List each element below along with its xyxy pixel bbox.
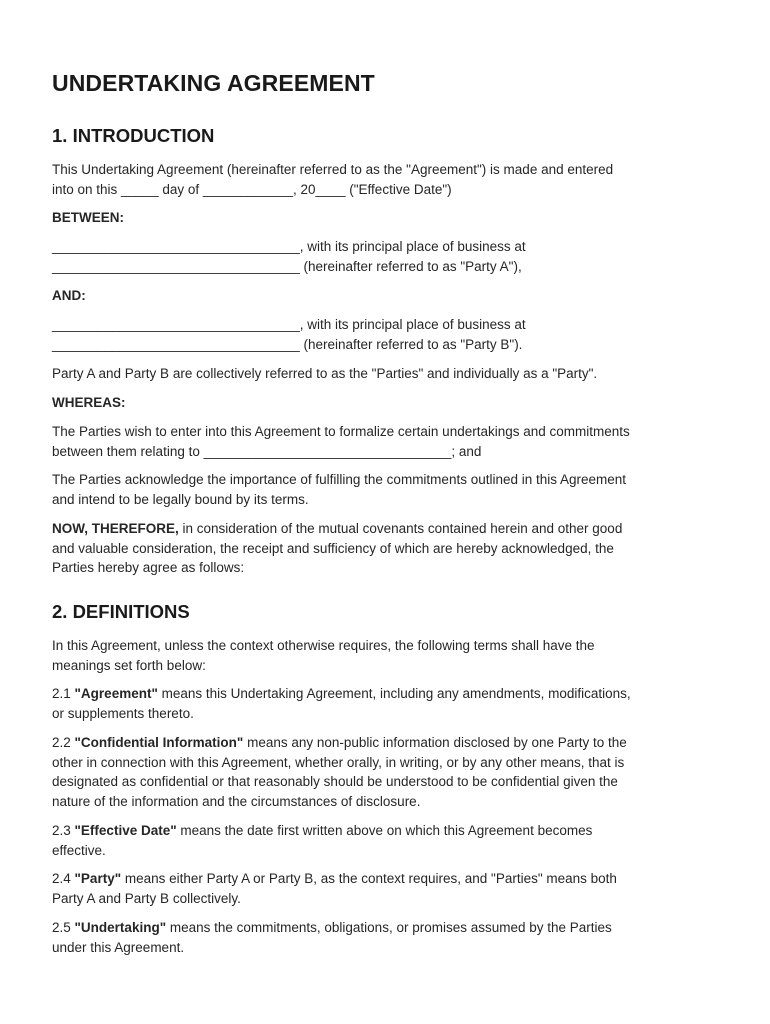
text-line: means any non-public information disclosed by one Party to the xyxy=(243,735,627,750)
text-line: under this Agreement. xyxy=(52,939,185,955)
defined-term: "Undertaking" xyxy=(74,920,167,935)
text-line: designated as confidential or that reasonably should be understood to be confidential given the xyxy=(52,774,618,789)
definition-undertaking xyxy=(52,918,722,957)
definition-party xyxy=(52,869,722,908)
defined-term: "Effective Date" xyxy=(74,823,177,838)
text-line: and valuable consideration, the receipt and sufficiency of which are hereby acknowledged, the xyxy=(52,540,614,556)
document-title: UNDERTAKING AGREEMENT xyxy=(52,70,375,96)
and-label: AND: xyxy=(52,288,86,303)
clause-number: 2.1 xyxy=(52,686,75,701)
collective-reference-paragraph: Party A and Party B are collectively referred to as the "Parties" and individually as a "Party". xyxy=(52,366,598,381)
text-line: _________________________________, with its principal place of business at xyxy=(52,317,526,332)
text-line: Parties hereby agree as follows: xyxy=(52,560,245,575)
definition-confidential-information xyxy=(52,733,722,811)
clause-number: 2.5 xyxy=(52,920,75,935)
now-therefore-paragraph xyxy=(52,519,722,578)
now-therefore-label: NOW, THEREFORE, xyxy=(52,521,179,536)
definitions-lead-paragraph xyxy=(52,636,722,675)
definition-agreement xyxy=(52,684,722,723)
text-line: and intend to be legally bound by its terms. xyxy=(52,491,309,507)
between-label: BETWEEN: xyxy=(52,210,124,225)
text-line: other in connection with this Agreement, whether orally, in writing, or by any other means, that is xyxy=(52,754,625,770)
whereas-paragraph-1 xyxy=(52,422,722,461)
text-line: effective. xyxy=(52,842,106,858)
text-line: in consideration of the mutual covenants contained herein and other good xyxy=(178,521,623,536)
party-b-block xyxy=(52,315,722,354)
text-line: into on this _____ day of ____________, 20____ ("Effective Date") xyxy=(52,181,452,197)
defined-term: "Party" xyxy=(74,871,122,886)
text-line: means this Undertaking Agreement, including any amendments, modifications, xyxy=(157,686,631,701)
definition-effective-date xyxy=(52,821,722,860)
text-line: means either Party A or Party B, as the context requires, and "Parties" means both xyxy=(121,871,617,886)
text-line: _________________________________ (hereinafter referred to as "Party B"). xyxy=(52,336,523,352)
defined-term: "Agreement" xyxy=(74,686,158,701)
text-line: The Parties wish to enter into this Agreement to formalize certain undertakings and commitments xyxy=(52,424,630,439)
text-line: means the date first written above on which this Agreement becomes xyxy=(176,823,593,838)
text-line: means the commitments, obligations, or promises assumed by the Parties xyxy=(166,920,612,935)
text-line: meanings set forth below: xyxy=(52,657,206,673)
whereas-paragraph-2 xyxy=(52,470,722,509)
text-line: In this Agreement, unless the context otherwise requires, the following terms shall have the xyxy=(52,638,595,653)
text-line: This Undertaking Agreement (hereinafter referred to as the "Agreement") is made and entered xyxy=(52,162,614,177)
text-line: The Parties acknowledge the importance of fulfilling the commitments outlined in this Agreement xyxy=(52,472,627,487)
text-line: Party A and Party B collectively. xyxy=(52,890,241,906)
text-line: or supplements thereto. xyxy=(52,705,194,721)
section-heading-introduction: 1. INTRODUCTION xyxy=(52,125,215,146)
text-line: _________________________________, with its principal place of business at xyxy=(52,239,526,254)
party-a-block xyxy=(52,237,722,276)
text-line: _________________________________ (hereinafter referred to as "Party A"), xyxy=(52,258,522,274)
clause-number: 2.3 xyxy=(52,823,75,838)
clause-number: 2.4 xyxy=(52,871,75,886)
text-line: nature of the information and the circumstances of disclosure. xyxy=(52,793,421,809)
whereas-label: WHEREAS: xyxy=(52,395,126,410)
section-heading-definitions: 2. DEFINITIONS xyxy=(52,601,190,622)
intro-paragraph xyxy=(52,160,722,199)
text-line: between them relating to _________________________________; and xyxy=(52,443,482,459)
defined-term: "Confidential Information" xyxy=(74,735,244,750)
clause-number: 2.2 xyxy=(52,735,75,750)
